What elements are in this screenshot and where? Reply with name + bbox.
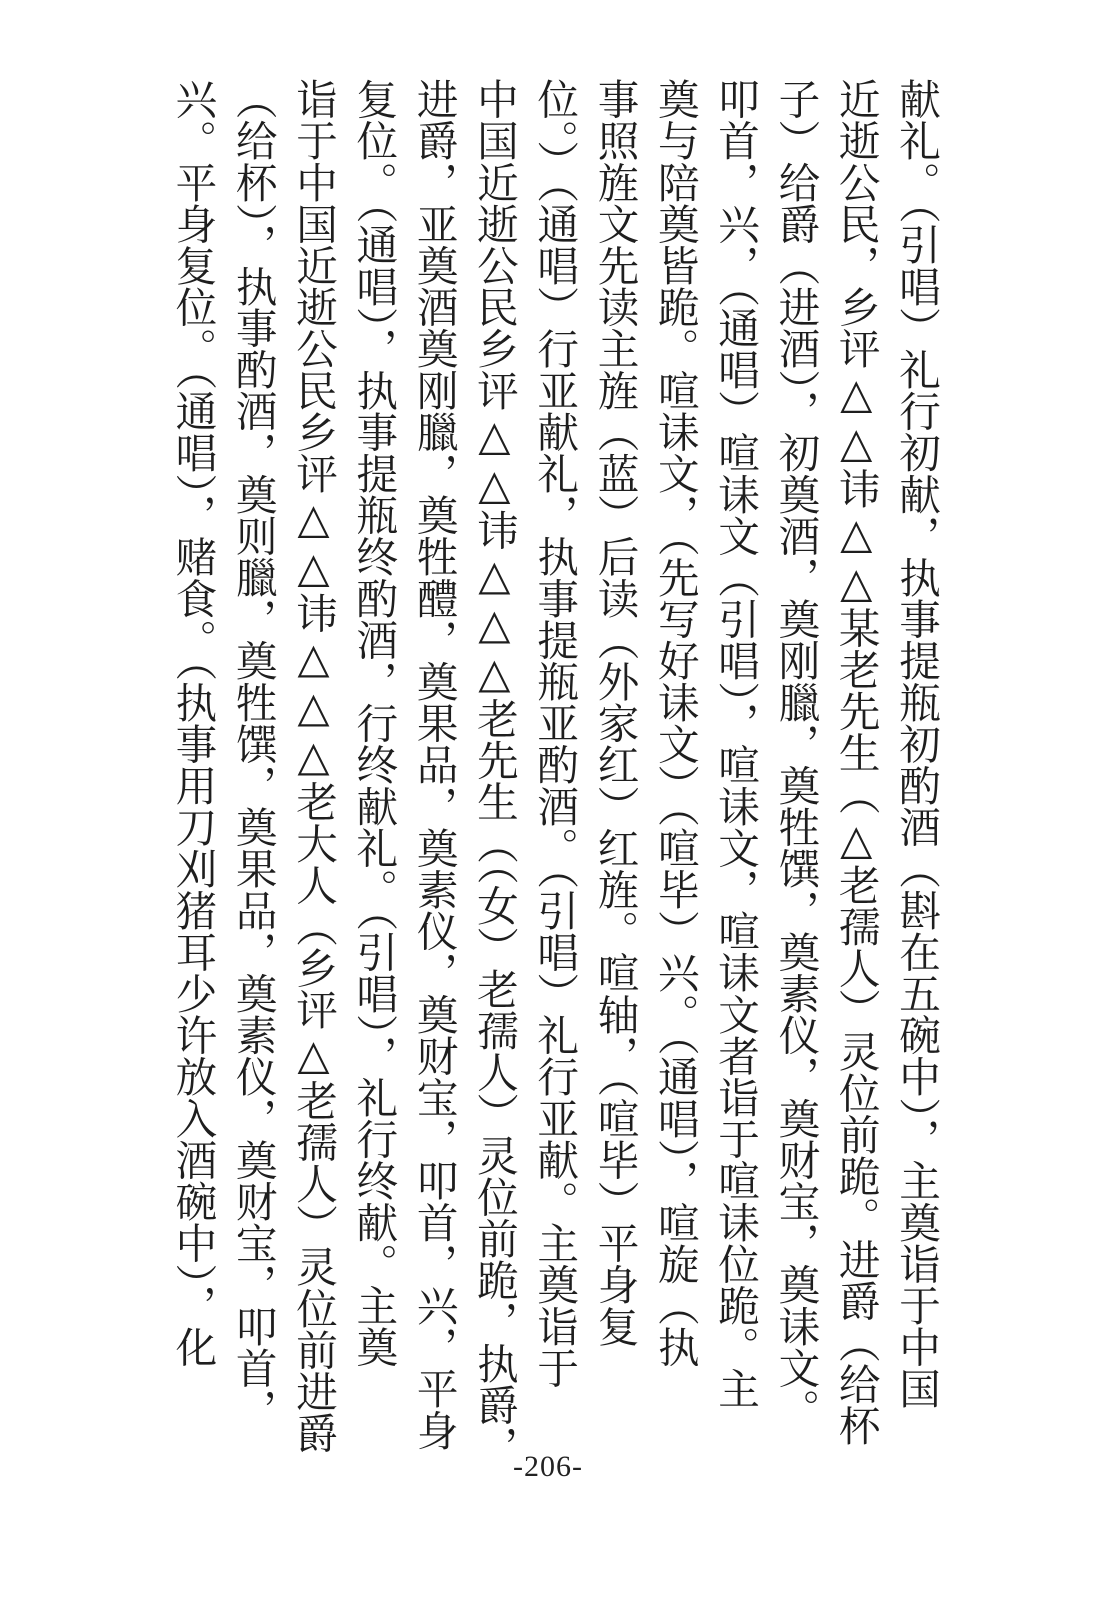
body-text-vertical (162, 78, 946, 1473)
text-column-7: 位。）（通唱）行亚献礼，执事提瓶亚酌酒。（引唱）礼行亚献。主奠诣于 (530, 78, 580, 1389)
text-column-11: 诣于中国近逝公民乡评△△讳△△△老大人（乡评△老孺人）灵位前进爵 (289, 78, 339, 1454)
text-column-6: 事照旌文先读主旌（蓝）后读（外家红）红旌。喧轴，（喧毕）平身复 (590, 78, 640, 1347)
text-column-9: 进爵，亚奠酒奠刚臘，奠牲醴，奠果品，奠素仪，奠财宝，叩首，兴，平身 (409, 78, 459, 1451)
text-column-5: 奠与陪奠皆跪。喧诔文，（先写好诔文）（喧毕）兴。（通唱），喧旋（执 (650, 78, 700, 1368)
text-column-8: 中国近逝公民乡评△△讳△△△老先生（（女）老孺人）灵位前跪，执爵， (469, 78, 519, 1467)
text-column-3: 子）给爵（进酒），初奠酒，奠刚臘，奠牲馔，奠素仪，奠财宝，奠诔文。 (771, 78, 821, 1430)
text-column-10: 复位。（通唱），执事提瓶终酌酒，行终献礼。（引唱），礼行终献。主奠 (349, 78, 399, 1368)
text-column-12: （给杯），执事酌酒，奠则臘，奠牲馔，奠果品，奠素仪，奠财宝，叩首， (228, 78, 278, 1430)
text-column-13: 兴。平身复位。（通唱），赌食。（执事用刀刈猪耳少许放入酒碗中），化 (168, 78, 218, 1368)
text-column-4: 叩首，兴，（通唱）喧诔文（引唱），喧诔文，喧诔文者诣于喧诔位跪。主 (711, 78, 761, 1410)
page-number: -206- (513, 1450, 583, 1483)
text-column-2: 近逝公民，乡评△△讳△△某老先生（△老孺人）灵位前跪。进爵（给杯 (831, 78, 881, 1447)
text-column-1: 献礼。（引唱）礼行初献，执事提瓶初酌酒（斟在五碗中），主奠诣于中国 (892, 78, 941, 1410)
